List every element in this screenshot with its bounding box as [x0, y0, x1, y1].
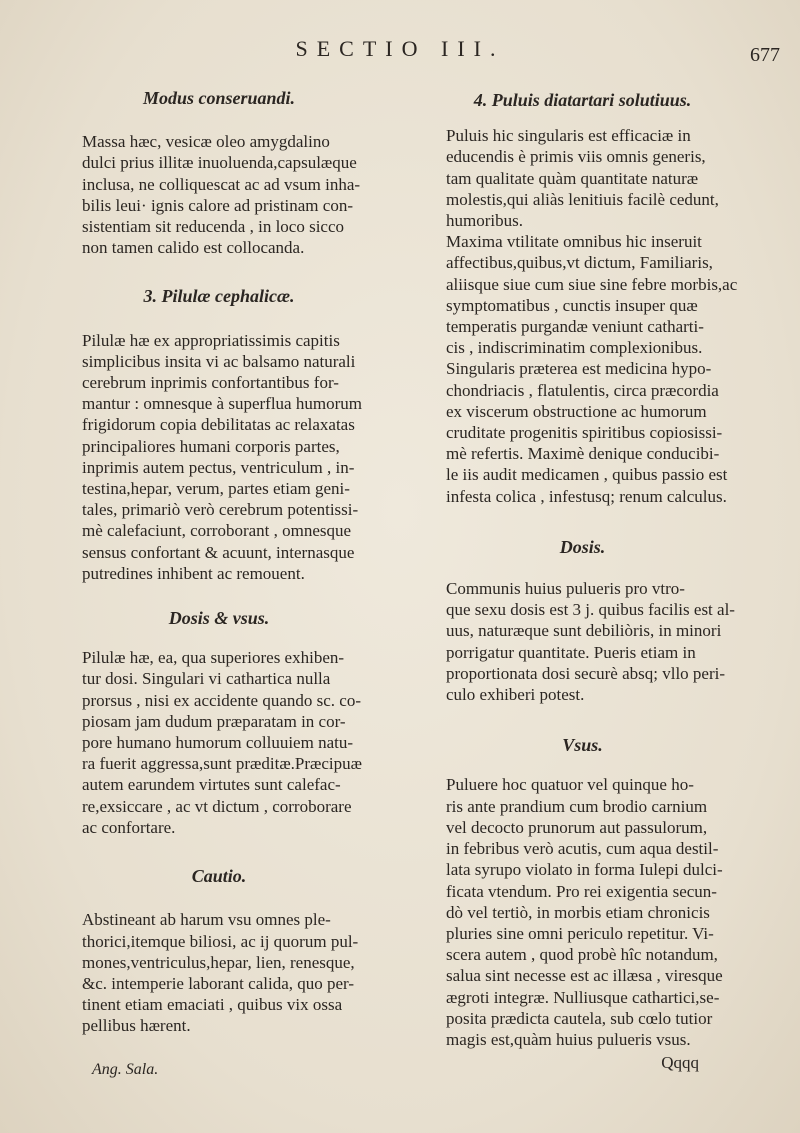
text-line: Pilulæ hæ ex appropriatissimis capitis: [82, 330, 340, 350]
paragraph-dosis-usus: [82, 647, 362, 838]
text-line: aliisque siue cum siue sine febre morbis,ac: [446, 274, 738, 294]
text-line: testina,hepar, verum, partes etiam geni-: [82, 479, 350, 499]
catchword: Qqqq: [661, 1053, 699, 1073]
text-line: que sexu dosis est 3 j. quibus facilis est al-: [446, 600, 735, 620]
heading-pulvis: 4. Puluis diatartari solutiuus.: [473, 90, 692, 110]
text-line: humoribus.: [446, 211, 523, 231]
text-line: piosam jam dudum præparatam in cor-: [82, 711, 346, 731]
text-line: Singularis præterea est medicina hypo-: [446, 359, 712, 379]
text-line: tales, primariò verò cerebrum potentissi-: [82, 500, 359, 520]
text-line: Abstineant ab harum vsu omnes ple-: [82, 910, 331, 930]
paragraph-pilulae: [82, 330, 362, 584]
text-line: culo exhiberi potest.: [446, 685, 585, 705]
text-line: magis est,quàm huius pulueris vsus.: [446, 1029, 691, 1049]
signature-mark: Ang. Sala.: [92, 1060, 159, 1078]
text-line: porrigatur quantitate. Pueris etiam in: [446, 642, 696, 662]
text-line: inprimis autem pectus, ventriculum , in-: [82, 457, 355, 477]
text-line: Puluere hoc quatuor vel quinque ho-: [446, 775, 694, 795]
paragraph-cautio: [82, 909, 359, 1036]
text-line: ægroti integræ. Nulliusque cathartici,se-: [446, 987, 720, 1007]
text-line: cruditate progenitis spiritibus copiosissi-: [446, 423, 723, 443]
text-line: dò vel tertiò, in morbis etiam chronicis: [446, 902, 710, 922]
text-line: bilis leui· ignis calore ad pristinam con-: [82, 195, 353, 215]
text-line: prorsus , nisi ex accidente quando sc. co-: [82, 690, 361, 710]
text-line: pellibus hærent.: [82, 1016, 191, 1036]
right-column: [446, 0, 738, 1073]
text-line: tur dosi. Singulari vi cathartica nulla: [82, 669, 331, 689]
text-line: molestis,qui aliàs lenitiuis facilè cedunt,: [446, 189, 719, 209]
text-line: salua sint necesse est ac illæsa , viresque: [446, 966, 723, 986]
text-line: pluries sine omni periculo repetitur. Vi-: [446, 923, 714, 943]
text-line: uus, naturæque sunt debiliòris, in minori: [446, 621, 722, 641]
text-line: ra fuerit aggressa,sunt præditæ.Præcipuæ: [82, 754, 362, 774]
text-line: mantur : omnesque à superflua humorum: [82, 394, 362, 414]
heading-modus: Modus conseruandi.: [142, 88, 296, 108]
text-line: sensus confortant & acuunt, internasque: [82, 542, 355, 562]
heading-dosis-usus: Dosis & vsus.: [168, 608, 270, 629]
text-line: mones,ventriculus,hepar, lien, renesque,: [82, 952, 355, 972]
text-line: dulci prius illitæ inuoluenda,capsulæque: [82, 153, 357, 173]
heading-cautio: Cautio.: [191, 866, 247, 887]
text-line: cerebrum inprimis confortantibus for-: [82, 373, 339, 393]
text-line: sistentiam sit reducenda , in loco sicco: [82, 217, 345, 237]
text-line: &c. intemperie laborant calida, quo per-: [82, 973, 355, 993]
text-line: Communis huius pulueris pro vtro-: [446, 579, 685, 599]
text-line: ris ante prandium cum brodio carnium: [446, 796, 708, 816]
text-line: infesta colica , infestusq; renum calculus.: [446, 486, 727, 506]
text-line: mè calefaciunt, corroborant , omnesque: [82, 521, 352, 541]
text-line: tam qualitate quàm quantitate naturæ: [446, 168, 699, 188]
text-line: Pilulæ hæ, ea, qua superiores exhiben-: [82, 648, 345, 668]
text-line: Massa hæc, vesicæ oleo amygdalino: [82, 132, 330, 152]
text-line: symptomatibus , cunctis insuper quæ: [446, 295, 698, 315]
text-line: mè refertis. Maximè denique conducibi-: [446, 444, 720, 464]
text-line: in febribus verò acutis, cum aqua destil-: [446, 839, 719, 859]
page-number: 677: [750, 44, 780, 66]
left-column: [82, 0, 362, 1080]
heading-dosis: Dosis.: [559, 536, 606, 557]
text-line: Maxima vtilitate omnibus hic inseruit: [446, 232, 702, 252]
text-line: affectibus,quibus,vt dictum, Familiaris,: [446, 253, 713, 273]
text-line: simplicibus insita vi ac balsamo naturali: [82, 351, 356, 371]
text-line: inclusa, ne colliquescat ac ad vsum inha-: [82, 174, 361, 194]
text-line: proportionata dosi securè absq; vllo peri-: [446, 663, 726, 683]
running-header: SECTIO III.: [295, 36, 505, 61]
text-line: educendis è primis viis omnis generis,: [446, 147, 706, 167]
text-line: le iis audit medicamen , quibus passio est: [446, 465, 728, 485]
text-line: pore humano humorum colluuiem natu-: [82, 733, 353, 753]
text-line: vel decocto prunorum aut passulorum,: [446, 817, 708, 837]
text-line: principaliores humani corporis partes,: [82, 436, 340, 456]
text-line: autem earundem virtutes sunt calefac-: [82, 775, 341, 795]
paragraph-dosis: [446, 578, 735, 705]
text-line: ficata vtendum. Pro rei exigentia secun-: [446, 881, 717, 901]
text-line: lata syrupo violato in forma Iulepi dulci-: [446, 860, 723, 880]
text-line: frigidorum copia debilitatas ac relaxatas: [82, 415, 355, 435]
text-line: ac confortare.: [82, 817, 176, 837]
text-line: posita prædicta cautela, sub cœlo tutior: [446, 1008, 713, 1028]
text-line: putredines inhibent ac remouent.: [82, 563, 305, 583]
heading-usus: Vsus.: [562, 735, 603, 756]
text-line: non tamen calido est collocanda.: [82, 238, 305, 258]
text-line: tinent etiam emaciati , quibus vix ossa: [82, 995, 343, 1015]
text-line: chondriacis , flatulentis, circa præcordia: [446, 380, 719, 400]
heading-pilulae: 3. Pilulæ cephalicæ.: [143, 286, 295, 307]
paragraph-pulvis: [446, 125, 738, 507]
text-line: thorici,itemque biliosi, ac ij quorum pul-: [82, 931, 359, 951]
text-line: scera autem , quod probè hîc notandum,: [446, 945, 718, 965]
text-line: Puluis hic singularis est efficaciæ in: [446, 126, 691, 146]
paragraph-modus: [82, 131, 361, 258]
text-line: re,exsiccare , ac vt dictum , corroborare: [82, 796, 352, 816]
text-line: temperatis purgandæ veniunt catharti-: [446, 317, 704, 337]
paragraph-usus: [446, 774, 723, 1050]
text-line: cis , indiscriminatim complexionibus.: [446, 338, 703, 358]
text-line: ex viscerum obstructione ac humorum: [446, 401, 707, 421]
